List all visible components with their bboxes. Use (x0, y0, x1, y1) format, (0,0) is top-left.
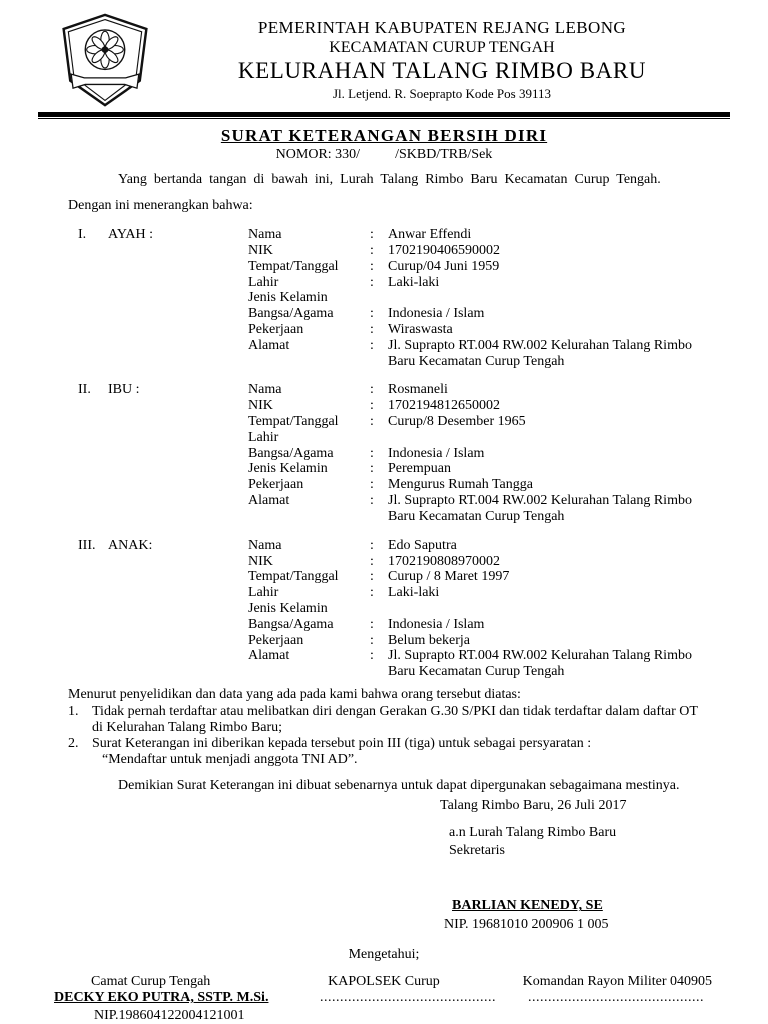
field-label: NIK (248, 398, 273, 414)
field-row (248, 569, 700, 585)
letterhead-rule-thick (38, 112, 730, 117)
field-colon: : (370, 398, 374, 414)
field-label: Pekerjaan (248, 477, 304, 493)
item-number: 1. (68, 703, 79, 719)
field-label: Nama (248, 382, 282, 398)
signature-block (440, 797, 702, 934)
signer-name: BARLIAN KENEDY, SE (452, 898, 603, 914)
field-row (248, 601, 700, 617)
field-label: Jenis Kelamin (248, 600, 328, 616)
field-row (248, 306, 700, 322)
field-value: Belum bekerja (388, 632, 471, 648)
section-heading (78, 538, 152, 554)
field-row (248, 322, 700, 338)
field-value: Laki-laki (388, 585, 440, 601)
field-value (388, 601, 700, 617)
field-colon: : (370, 306, 374, 322)
address-line: Jl. Letjend. R. Soeprapto Kode Pos 39113 (333, 85, 551, 101)
document-body (0, 163, 768, 793)
field-label: Nama (248, 227, 282, 243)
field-row (248, 461, 700, 477)
field-label: Pekerjaan (248, 321, 304, 337)
section-anak (68, 538, 700, 680)
section-title: ANAK: (108, 537, 153, 553)
field-row (248, 477, 700, 493)
item-subtext: “Mendaftar untuk menjadi anggota TNI AD”. (102, 752, 358, 768)
field-value: Curup / 8 Maret 1997 (388, 569, 510, 585)
findings-item (68, 704, 700, 736)
field-colon: : (370, 258, 374, 274)
field-rows (248, 382, 700, 524)
field-value: Mengurus Rumah Tangga (388, 477, 533, 493)
field-value: 1702190808970002 (388, 553, 500, 569)
field-rows (248, 227, 700, 369)
field-label: Alamat (248, 337, 290, 353)
letterhead (0, 10, 768, 110)
field-label: Alamat (248, 648, 290, 664)
field-row (248, 338, 700, 370)
district-line: KECAMATAN CURUP TENGAH (329, 38, 555, 56)
field-value: 1702190406590002 (388, 242, 500, 258)
field-value: Jl. Suprapto RT.004 RW.002 Kelurahan Talang Rimbo Baru Kecamatan Curup Tengah (388, 648, 692, 680)
field-colon: : (370, 321, 374, 337)
field-label: Lahir (248, 429, 279, 445)
field-colon: : (370, 242, 374, 258)
field-value: Indonesia / Islam (388, 616, 485, 632)
field-colon: : (370, 493, 374, 509)
field-label: Lahir (248, 585, 279, 601)
field-value: Wiraswasta (388, 321, 453, 337)
item-text: Surat Keterangan ini diberikan kepada tersebut poin III (tiga) untuk sebagai persyaratan : (92, 736, 592, 752)
column-kapolsek: KAPOLSEK Curup (328, 973, 440, 989)
item-number: 2. (68, 736, 79, 752)
field-colon: : (370, 477, 374, 493)
field-colon: : (370, 382, 374, 398)
field-colon: : (370, 537, 374, 553)
field-label: Pekerjaan (248, 632, 304, 648)
field-value: Jl. Suprapto RT.004 RW.002 Kelurahan Talang Rimbo Baru Kecamatan Curup Tengah (388, 337, 692, 369)
field-colon: : (370, 648, 374, 664)
field-colon: : (370, 227, 374, 243)
field-colon: : (370, 569, 374, 585)
field-colon: : (370, 414, 374, 430)
field-row (248, 617, 700, 633)
section-title: AYAH : (108, 227, 153, 243)
kapolsek-signature-line: ............................................ (320, 989, 496, 1005)
field-label: NIK (248, 553, 273, 569)
column-camat: Camat Curup Tengah (91, 973, 211, 989)
section-numeral: III. (78, 537, 96, 553)
item-body (92, 704, 700, 736)
field-row (248, 227, 700, 243)
field-value: Laki-laki (388, 274, 440, 290)
field-row (248, 275, 700, 291)
intro-paragraph: Yang bertanda tangan di bawah ini, Lurah Talang Rimbo Baru Kecamatan Curup Tengah. (118, 172, 661, 188)
field-row (248, 243, 700, 259)
field-label: Lahir (248, 274, 279, 290)
field-row (248, 259, 700, 275)
section-ayah (68, 227, 700, 369)
field-colon: : (370, 616, 374, 632)
field-label: Tempat/Tanggal (248, 414, 339, 430)
field-row (248, 446, 700, 462)
section-ibu (68, 382, 700, 524)
field-label: Bangsa/Agama (248, 616, 334, 632)
document-number: NOMOR: 330/ /SKBD/TRB/Sek (275, 147, 493, 163)
section-numeral: II. (78, 382, 91, 398)
field-colon: : (370, 337, 374, 353)
field-value: Curup/04 Juni 1959 (388, 258, 500, 274)
field-colon: : (370, 553, 374, 569)
field-label: Tempat/Tanggal (248, 258, 339, 274)
field-value (388, 430, 700, 446)
findings-item (68, 736, 700, 768)
field-label: Bangsa/Agama (248, 306, 334, 322)
on-behalf-line: a.n Lurah Talang Rimbo Baru (449, 825, 617, 841)
acknowledgement-columns (0, 974, 768, 990)
komandan-signature-line: ............................................ (528, 989, 704, 1005)
field-value: Perempuan (388, 461, 451, 477)
field-label: Bangsa/Agama (248, 445, 334, 461)
acknowledgement-label: Mengetahui; (348, 946, 420, 962)
field-label: NIK (248, 242, 273, 258)
findings-lead: Menurut penyelidikan dan data yang ada pada kami bahwa orang tersebut diatas: (68, 687, 521, 703)
field-row (248, 538, 700, 554)
field-label: Alamat (248, 493, 290, 509)
field-colon: : (370, 585, 374, 601)
camat-signer (54, 990, 304, 1024)
field-value: Indonesia / Islam (388, 445, 485, 461)
field-value: Rosmaneli (388, 382, 448, 398)
field-label: Jenis Kelamin (248, 461, 328, 477)
field-value: Edo Saputra (388, 537, 457, 553)
camat-signer-name: DECKY EKO PUTRA, SSTP. M.Si. (54, 989, 269, 1005)
section-heading (78, 382, 140, 398)
kelurahan-line: KELURAHAN TALANG RIMBO BARU (237, 58, 647, 84)
field-row (248, 493, 700, 525)
signer-nip: NIP. 19681010 200906 1 005 (444, 916, 609, 932)
field-value: Indonesia / Islam (388, 306, 485, 322)
field-row (248, 554, 700, 570)
field-row (248, 585, 700, 601)
field-colon (370, 290, 388, 306)
letterhead-text (156, 18, 728, 101)
field-row (248, 633, 700, 649)
field-label: Tempat/Tanggal (248, 569, 339, 585)
field-value: 1702194812650002 (388, 398, 500, 414)
government-line: PEMERINTAH KABUPATEN REJANG LEBONG (257, 18, 627, 38)
section-title: IBU : (108, 382, 140, 398)
field-row (248, 398, 700, 414)
field-row (248, 382, 700, 398)
field-row (248, 430, 700, 446)
section-heading (78, 227, 153, 243)
field-row (248, 648, 700, 680)
field-row (248, 414, 700, 430)
field-colon: : (370, 445, 374, 461)
field-label: Nama (248, 537, 282, 553)
bottom-signature-row (0, 990, 768, 1024)
section-numeral: I. (78, 227, 87, 243)
kabupaten-emblem-icon (58, 12, 152, 108)
field-value: Curup/8 Desember 1965 (388, 414, 526, 430)
document-title: SURAT KETERANGAN BERSIH DIRI (220, 126, 548, 145)
field-colon: : (370, 632, 374, 648)
column-komandan: Komandan Rayon Militer 040905 (522, 973, 712, 989)
closing-paragraph: Demikian Surat Keterangan ini dibuat sebenarnya untuk dapat dipergunakan sebagaimana mestinya. (118, 778, 680, 794)
field-row (248, 290, 700, 306)
field-value (388, 290, 700, 306)
field-value: Anwar Effendi (388, 227, 472, 243)
field-colon: : (370, 274, 374, 290)
field-rows (248, 538, 700, 680)
item-text: Tidak pernah terdaftar atau melibatkan diri dengan Gerakan G.30 S/PKI dan tidak terdaftar dalam daftar OT di Kelurahan Talang Rimbo Baru; (92, 703, 698, 735)
field-value: Jl. Suprapto RT.004 RW.002 Kelurahan Talang Rimbo Baru Kecamatan Curup Tengah (388, 493, 692, 524)
intro-paragraph-2: Dengan ini menerangkan bahwa: (68, 198, 253, 214)
field-label: Jenis Kelamin (248, 290, 328, 306)
item-body (92, 736, 700, 768)
field-colon (370, 430, 388, 446)
place-and-date: Talang Rimbo Baru, 26 Juli 2017 (440, 797, 627, 813)
title-block (0, 126, 768, 163)
camat-signer-nip: NIP.198604122004121001 (94, 1007, 245, 1023)
letterhead-rule-thin (38, 118, 730, 119)
field-colon (370, 601, 388, 617)
signer-role: Sekretaris (449, 843, 505, 859)
field-colon: : (370, 461, 374, 477)
